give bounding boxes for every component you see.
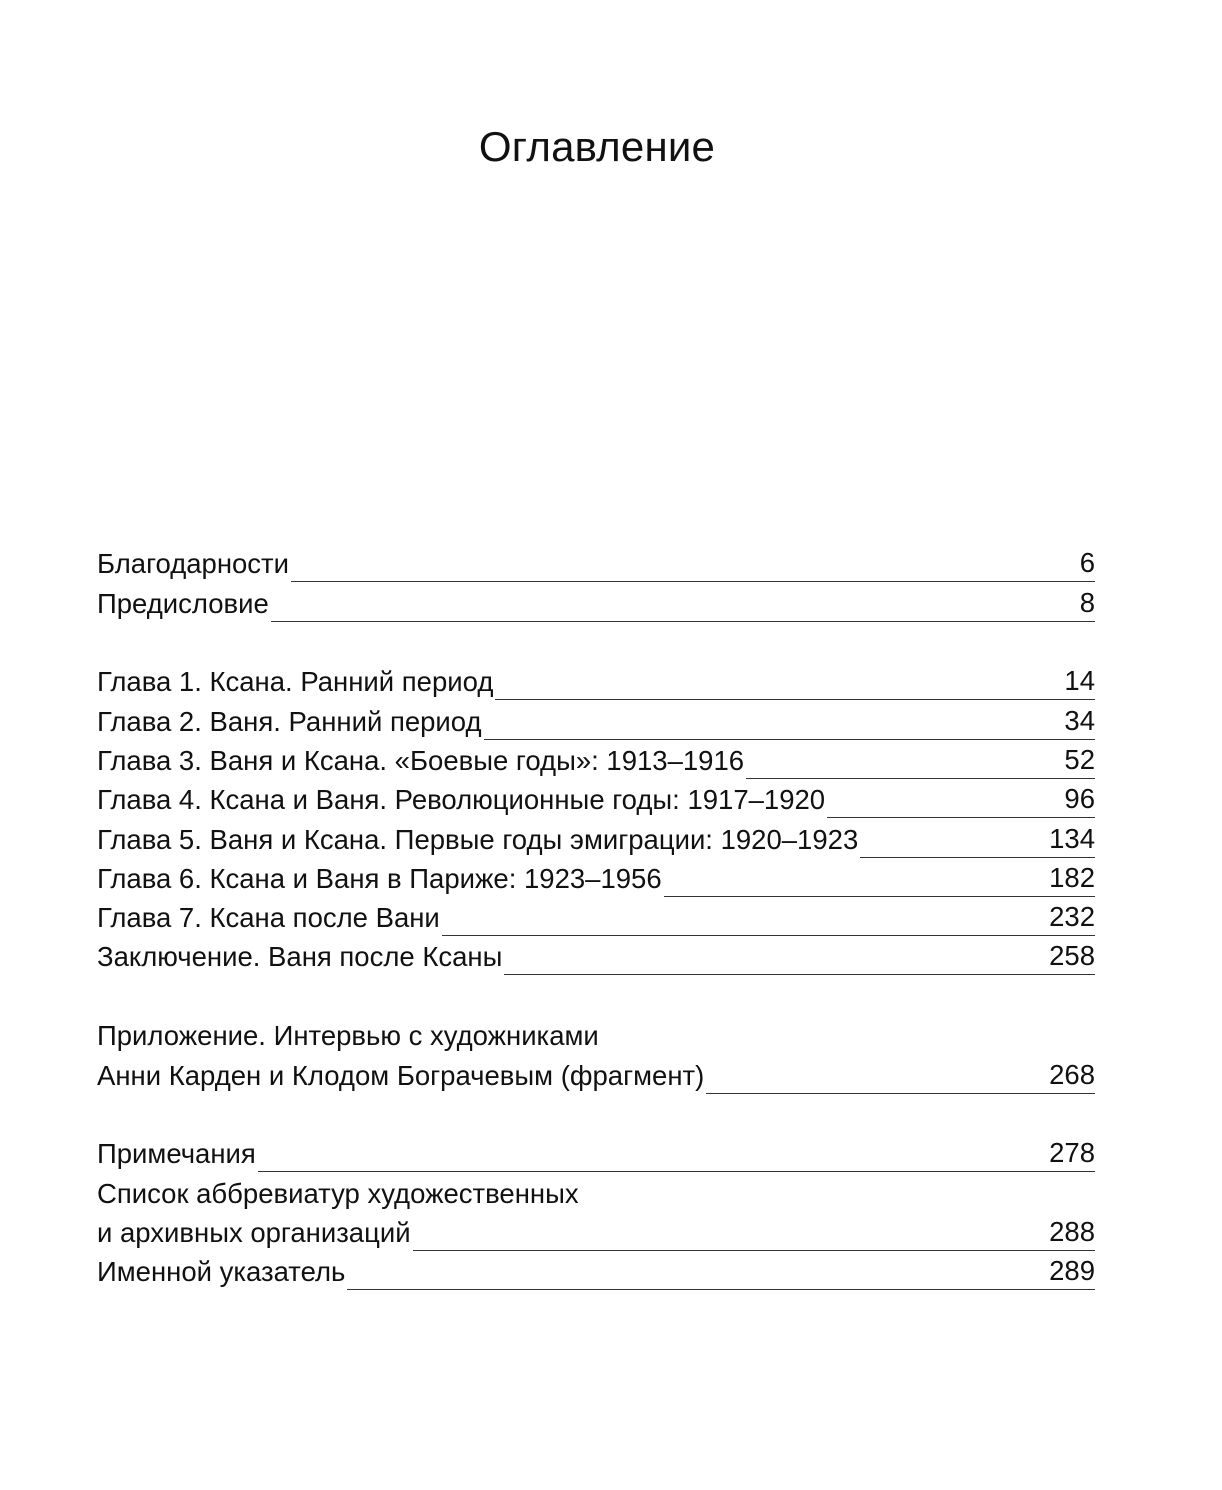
table-of-contents xyxy=(97,543,1095,1290)
toc-entry-title: Список аббревиатур художественных xyxy=(97,1177,579,1209)
toc-entry-title: Глава 2. Ваня. Ранний период xyxy=(97,705,482,737)
toc-group-appendix xyxy=(97,1015,1095,1094)
toc-entry-acknowledgements[interactable] xyxy=(97,543,1095,582)
toc-entry-page: 8 xyxy=(1080,587,1095,622)
toc-entry-page: 268 xyxy=(1049,1059,1095,1094)
leader-line xyxy=(495,698,1064,700)
toc-entry-title: Глава 3. Ваня и Ксана. «Боевые годы»: 1913–1916 xyxy=(97,744,745,776)
leader-line xyxy=(827,816,1064,818)
toc-entry-page: 52 xyxy=(1064,744,1095,779)
toc-entry-page: 258 xyxy=(1049,940,1095,975)
toc-entry-title: Анни Карден и Клодом Бограчевым (фрагмент) xyxy=(97,1059,705,1091)
toc-entry-chapter-3[interactable] xyxy=(97,740,1095,779)
toc-entry-appendix-line-1[interactable] xyxy=(97,1015,1095,1054)
toc-entry-page: 182 xyxy=(1049,862,1095,897)
toc-entry-chapter-1[interactable] xyxy=(97,661,1095,700)
leader-line xyxy=(413,1249,1050,1251)
leader-line xyxy=(746,777,1064,779)
toc-entry-title: Заключение. Ваня после Ксаны xyxy=(97,941,503,973)
page-title: Оглавление xyxy=(478,123,716,170)
toc-entry-page: 288 xyxy=(1049,1216,1095,1251)
toc-entry-conclusion[interactable] xyxy=(97,936,1095,975)
group-spacer xyxy=(97,622,1095,662)
toc-entry-title: Глава 5. Ваня и Ксана. Первые годы эмиграции: 1920–1923 xyxy=(97,823,859,855)
toc-entry-page: 6 xyxy=(1080,547,1095,582)
toc-entry-chapter-4[interactable] xyxy=(97,779,1095,818)
toc-entry-title: Именной указатель xyxy=(97,1256,346,1288)
toc-entry-page: 289 xyxy=(1049,1255,1095,1290)
toc-entry-title: Глава 1. Ксана. Ранний период xyxy=(97,666,494,698)
toc-entry-page: 34 xyxy=(1064,705,1095,740)
toc-entry-chapter-5[interactable] xyxy=(97,818,1095,857)
leader-line xyxy=(504,973,1049,975)
leader-line xyxy=(860,856,1049,858)
leader-line xyxy=(291,580,1080,582)
toc-entry-title: и архивных организаций xyxy=(97,1216,411,1248)
toc-entry-abbreviations-line-1[interactable] xyxy=(97,1172,1095,1211)
toc-entry-chapter-6[interactable] xyxy=(97,858,1095,897)
toc-entry-page: 278 xyxy=(1049,1137,1095,1172)
leader-line xyxy=(258,1170,1049,1172)
toc-entry-title: Примечания xyxy=(97,1138,256,1170)
toc-group-chapters xyxy=(97,661,1095,975)
toc-entry-title: Глава 4. Ксана и Ваня. Революционные годы: 1917–1920 xyxy=(97,784,826,816)
toc-entry-page: 134 xyxy=(1049,823,1095,858)
toc-entry-title: Благодарности xyxy=(97,548,290,580)
toc-entry-chapter-2[interactable] xyxy=(97,700,1095,739)
leader-line xyxy=(664,895,1049,897)
leader-line xyxy=(442,934,1049,936)
leader-line xyxy=(271,620,1080,622)
toc-entry-page: 14 xyxy=(1064,665,1095,700)
toc-entry-title: Глава 7. Ксана после Вани xyxy=(97,902,440,934)
toc-group-back-matter xyxy=(97,1133,1095,1290)
toc-entry-appendix-line-2[interactable] xyxy=(97,1054,1095,1093)
toc-entry-title: Предисловие xyxy=(97,587,269,619)
toc-entry-name-index[interactable] xyxy=(97,1251,1095,1290)
toc-group-front-matter xyxy=(97,543,1095,622)
toc-entry-abbreviations-line-2[interactable] xyxy=(97,1212,1095,1251)
toc-entry-title: Приложение. Интервью с художниками xyxy=(97,1020,599,1052)
leader-line xyxy=(706,1092,1049,1094)
toc-entry-notes[interactable] xyxy=(97,1133,1095,1172)
leader-line xyxy=(484,738,1065,740)
toc-entry-title: Глава 6. Ксана и Ваня в Париже: 1923–1956 xyxy=(97,862,662,894)
group-spacer xyxy=(97,1094,1095,1134)
toc-entry-chapter-7[interactable] xyxy=(97,897,1095,936)
toc-entry-preface[interactable] xyxy=(97,582,1095,621)
group-spacer xyxy=(97,975,1095,1015)
toc-entry-page: 96 xyxy=(1064,783,1095,818)
toc-entry-page: 232 xyxy=(1049,901,1095,936)
leader-line xyxy=(347,1288,1049,1290)
